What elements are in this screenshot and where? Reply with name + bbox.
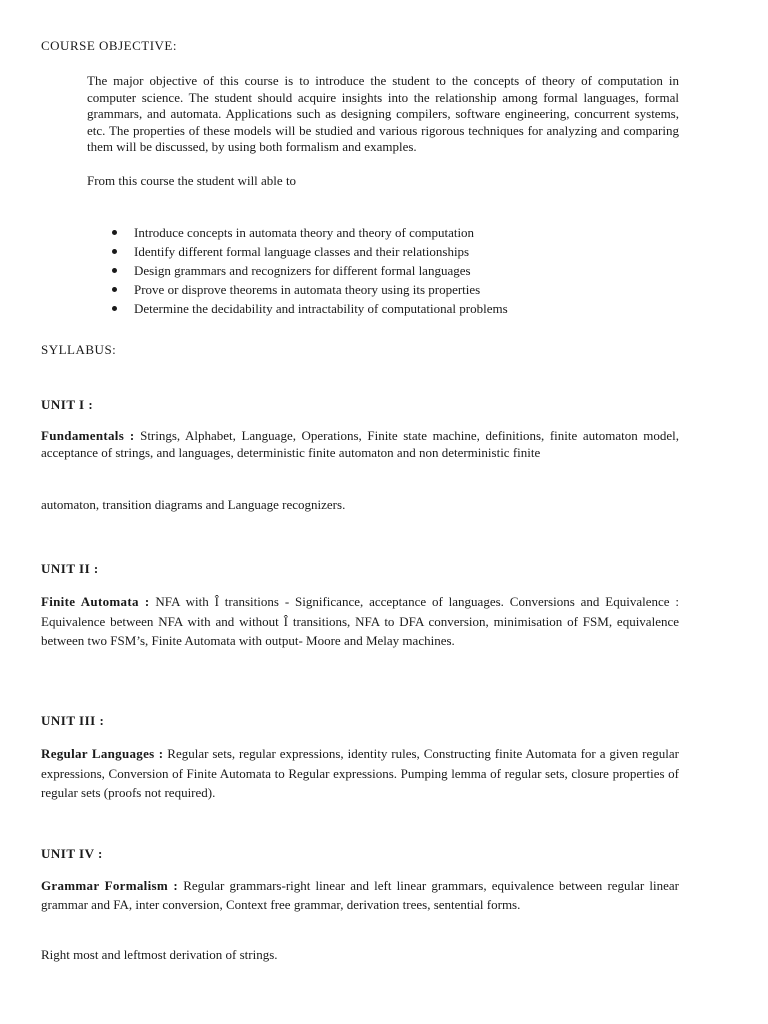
unit-2-title: UNIT II :: [41, 561, 99, 576]
course-objective-heading-colon: :: [172, 38, 177, 53]
unit-4-description: [41, 877, 679, 914]
unit-2-description: [41, 592, 679, 651]
unit-3-title: UNIT III :: [41, 713, 105, 728]
objective-intro: From this course the student will able to: [87, 172, 297, 188]
unit-3-text: Regular sets, regular expressions, identity rules, Constructing finite Automata for a given regular expressions, Conversion of Finite Automata to Regular expressions. Pumping lemma of regular sets, closure properties of regular sets (proofs not required).: [41, 746, 679, 800]
unit-1-description: [41, 428, 679, 461]
outcome-item: Introduce concepts in automata theory and theory of computation: [110, 225, 690, 244]
unit-3-topic: Regular Languages :: [41, 746, 164, 761]
unit-1-extra: automaton, transition diagrams and Language recognizers.: [41, 497, 346, 512]
unit-4-topic: Grammar Formalism :: [41, 878, 179, 893]
outcome-item: Design grammars and recognizers for different formal languages: [110, 263, 690, 282]
course-objective-block: [87, 73, 679, 189]
unit-1-text: Strings, Alphabet, Language, Operations, Finite state machine, definitions, finite automaton model, acceptance of strings, and languages, deterministic finite automaton and non deterministic finite: [41, 428, 679, 460]
unit-2-text: NFA with Î transitions - Significance, acceptance of languages. Conversions and Equivalence : Equivalence between NFA with and without Î transitions, NFA to DFA conversion, minimisation of FSM, equivalence between two FSM’s, Finite Automata with output- Moore and Melay machines.: [41, 594, 679, 648]
outcome-item: Identify different formal language classes and their relationships: [110, 244, 690, 263]
unit-2-topic: Finite Automata :: [41, 594, 150, 609]
outcome-list: [110, 225, 690, 320]
unit-4-text: Regular grammars-right linear and left linear grammars, equivalence between regular linear grammar and FA, inter conversion, Context free grammar, derivation trees, sentential forms.: [41, 878, 679, 912]
unit-4-extra: Right most and leftmost derivation of strings.: [41, 947, 278, 962]
unit-1-topic: Fundamentals :: [41, 428, 135, 443]
course-objective-heading: [41, 38, 177, 55]
unit-3-description: [41, 744, 679, 803]
outcome-item: Prove or disprove theorems in automata theory using its properties: [110, 282, 690, 301]
unit-4-title: UNIT IV :: [41, 846, 103, 861]
unit-1-title: UNIT I :: [41, 397, 94, 412]
outcome-item: Determine the decidability and intractability of computational problems: [110, 301, 690, 320]
course-objective-heading-text: COURSE OBJECTIVE: [41, 38, 173, 53]
syllabus-heading: SYLLABUS:: [41, 342, 117, 357]
objective-paragraph: The major objective of this course is to introduce the student to the concepts of theory of computation in computer science. The student should acquire insights into the relationship among formal languages, formal grammars, and automata. Applications such as designing compilers, software engineering, concurrent systems, etc. The properties of these models will be studied and various rigorous techniques for analyzing and comparing them will be discussed, by using both formalism and examples.: [87, 73, 679, 154]
